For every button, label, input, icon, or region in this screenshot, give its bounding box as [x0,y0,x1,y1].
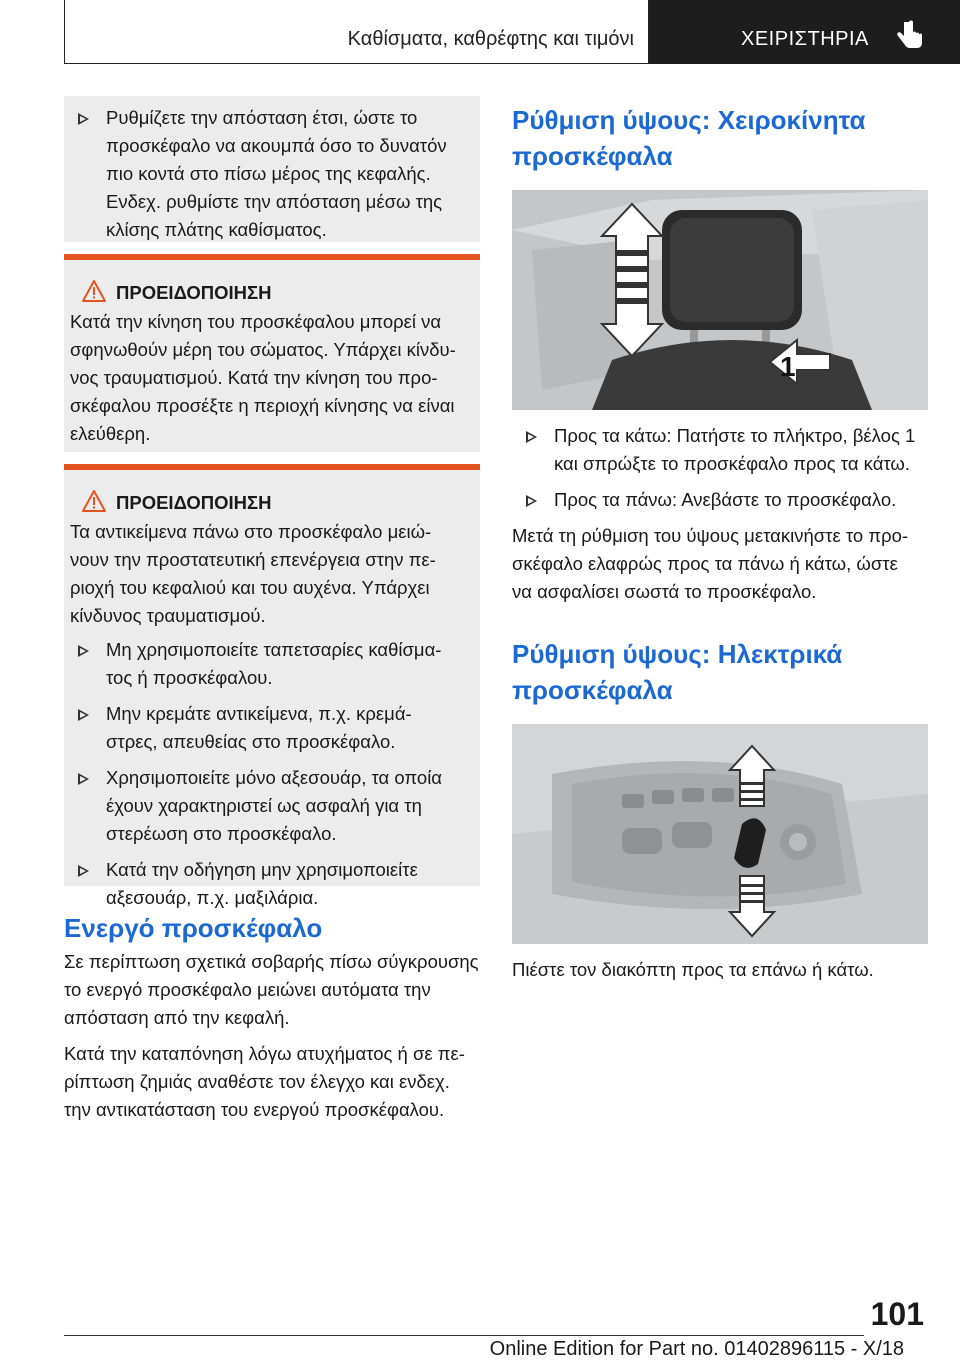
footer-divider [64,1335,864,1336]
warning-header [70,274,480,306]
warning-box-2 [64,464,480,908]
warning-title: ΠΡΟΕΙΔΟΠΟΙΗΣΗ [116,492,272,513]
edition-text: Online Edition for Part no. 01402896115 - X/18 [489,1338,904,1360]
text-line: απόσταση από την κεφαλή. [64,1007,290,1028]
text-line: το ενεργό προσκέφαλο μειώνει αυτόματα την [64,979,431,1000]
list-item [64,636,480,692]
text-line: σφηνωθούν μέρη του σώματος. Υπάρχει κίνδυ- [70,339,456,360]
paragraph [512,522,928,606]
list-item [64,104,480,244]
section-title: Καθίσματα, καθρέφτης και τιμόνι [347,28,634,50]
warning-header [70,484,480,516]
text-line: και σπρώξτε το προσκέφαλο προς τα κάτω. [554,453,911,474]
warning-bullets [64,630,480,912]
warning-box-1 [64,254,480,452]
text-line: Τα αντικείμενα πάνω στο προσκέφαλο μειώ- [70,521,432,542]
bullet-triangle-icon [78,645,89,657]
section-title-box [64,0,649,64]
text-line: προσκέφαλο να ακουμπά όσο το δυνατόν [106,135,447,156]
text-line: την αντικατάσταση του ενεργού προσκέφαλου. [64,1099,445,1120]
bullet-triangle-icon [526,495,537,507]
chapter-tab[interactable] [649,0,960,64]
warning-title: ΠΡΟΕΙΔΟΠΟΙΗΣΗ [116,282,272,303]
text-line: να ασφαλίσει σωστά το προσκέφαλο. [512,581,817,602]
bullet-triangle-icon [526,431,537,443]
list-item [512,422,928,478]
text-line: Ενδεχ. ρυθμίστε την απόσταση μέσω της [106,191,443,212]
list-item [64,764,480,848]
text-line: Κατά την κίνηση του προσκέφαλου μπορεί να [70,311,442,332]
note-box [64,96,480,242]
headrest-manual-photo [512,190,928,410]
list-item [64,856,480,912]
arrow-label: 1 [780,351,796,382]
text-line: Χρησιμοποιείτε μόνο αξεσουάρ, τα οποία [106,767,442,788]
heading-line: Ρύθμιση ύψους: Ηλεκτρικά [512,639,843,669]
text-line: νουν την προστατευτική επενέργεια στην πε- [70,549,436,570]
text-line: ελεύθερη. [70,423,151,444]
text-line: Σε περίπτωση σχετικά σοβαρής πίσω σύγκρουσης [64,951,479,972]
warning-triangle-icon [82,490,106,512]
text-line: κίνδυνος τραυματισμού. [70,605,266,626]
bullet-triangle-icon [78,865,89,877]
headrest-manual-illustration [512,190,928,410]
paragraph [64,948,480,1032]
bullet-triangle-icon [78,709,89,721]
chapter-tab-label: ΧΕΙΡΙΣΤΗΡΙΑ [741,28,869,50]
text-line: Ρυθμίζετε την απόσταση έτσι, ώστε το [106,107,418,128]
text-line: σκέφαλο ελαφρώς προς τα πάνω ή κάτω, ώστε [512,553,898,574]
text-line: Κατά την καταπόνηση λόγω ατυχήματος ή σε πε- [64,1043,465,1064]
text-line: στρες, απευθείας στο προσκέφαλο. [106,731,396,752]
warning-text [70,306,480,448]
text-line: πιο κοντά στο πίσω μέρος της κεφαλής. [106,163,431,184]
warning-text [70,516,480,630]
text-line: Μετά τη ρύθμιση του ύψους μετακινήστε το προ- [512,525,909,546]
list-item [64,700,480,756]
text-line: Προς τα πάνω: Ανεβάστε το προσκέφαλο. [554,489,897,510]
text-line: ριοχή του κεφαλιού και του αυχένα. Υπάρχει [70,577,430,598]
left-column [64,96,480,1124]
bullet-triangle-icon [78,113,89,125]
heading-line: Ρύθμιση ύψους: Χειροκίνητα [512,105,866,135]
text-line: Προς τα κάτω: Πατήστε το πλήκτρο, βέλος 1 [554,425,916,446]
page-number: 101 [870,1296,924,1332]
text-line: ρίπτωση ζημιάς αναθέστε τον έλεγχο και ενδεχ. [64,1071,450,1092]
text-line: αξεσουάρ, π.χ. μαξιλάρια. [106,887,319,908]
text-line: Μη χρησιμοποιείτε ταπετσαρίες καθίσμα- [106,639,442,660]
text-line: έχουν χαρακτηριστεί ως ασφαλή για τη [106,795,422,816]
bullet-triangle-icon [78,773,89,785]
text-line: τος ή προσκέφαλου. [106,667,273,688]
warning-triangle-icon [82,280,106,302]
heading-line: προσκέφαλα [512,675,673,705]
section-heading-manual [512,102,928,174]
text-line: Μην κρεμάτε αντικείμενα, π.χ. κρεμά- [106,703,412,724]
hand-pointer-icon [895,20,925,52]
heading-line: προσκέφαλα [512,141,673,171]
headrest-electric-photo [512,724,928,944]
section-heading-active: Ενεργό προσκέφαλο [64,913,323,943]
text-line: στερέωση στο προσκέφαλο. [106,823,337,844]
text-line: νος τραυματισμού. Κατά την κίνηση του προ- [70,367,438,388]
section-heading-electric [512,636,928,708]
text-line: Κατά την οδήγηση μην χρησιμοποιείτε [106,859,418,880]
bullet-list [512,422,928,514]
seat-switch-illustration [512,724,928,944]
text-line: κλίσης πλάτης καθίσματος. [106,219,327,240]
list-item [512,486,928,514]
text-line: σκέφαλου προσέξτε η περιοχή κίνησης να είναι [70,395,455,416]
paragraph [512,956,928,984]
paragraph [64,1040,480,1124]
page-header [0,0,960,66]
text-line: Πιέστε τον διακόπτη προς τα επάνω ή κάτω. [512,959,874,980]
right-column [512,96,928,984]
